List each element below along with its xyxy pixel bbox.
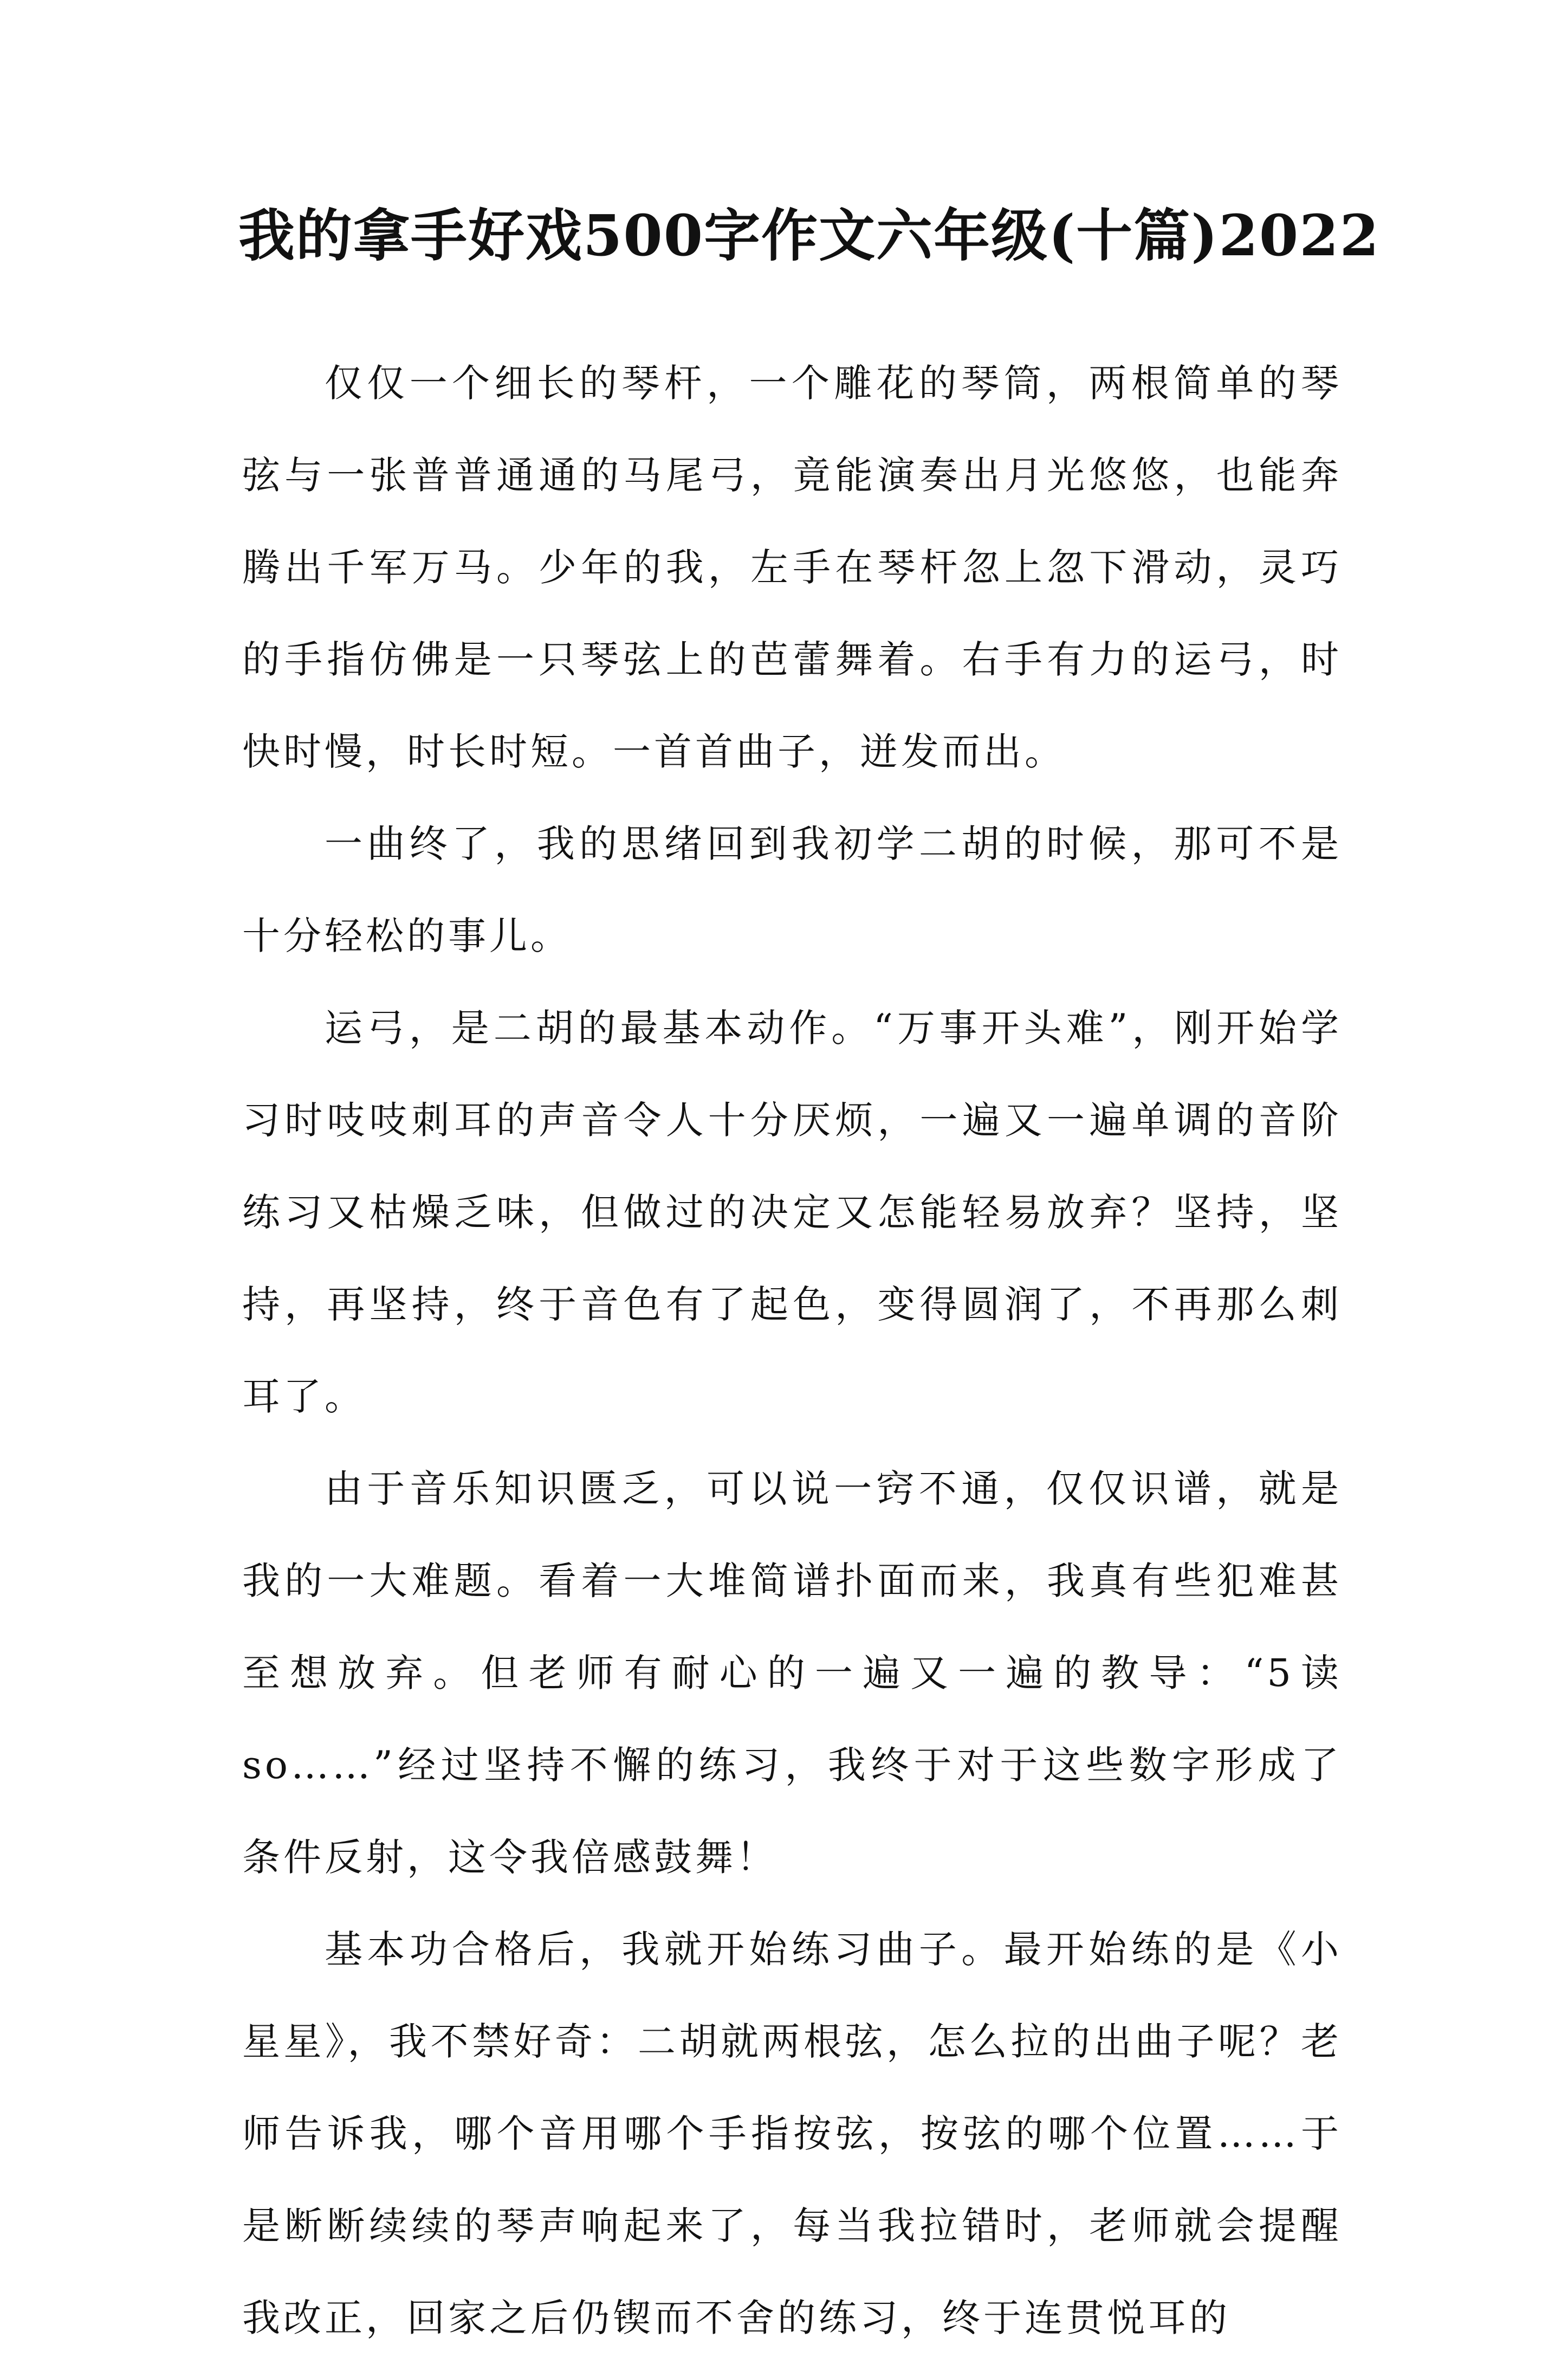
document-body — [242, 337, 1342, 2364]
paragraph: 一曲终了，我的思绪回到我初学二胡的时候，那可不是十分轻松的事儿。 — [242, 822, 1342, 958]
paragraph: 基本功合格后，我就开始练习曲子。最开始练的是《小星星》，我不禁好奇：二胡就两根弦，怎么拉的出曲子呢？老师告诉我，哪个音用哪个手指按弦，按弦的哪个位置……于是断断续续的琴声响起来了，每当我拉错时，老师就会提醒我改正，回家之后仍锲而不舍的练习，终于连贯悦耳的 — [242, 1927, 1342, 2340]
paragraph: 运弓，是二胡的最基本动作。“万事开头难”，刚开始学习时吱吱刺耳的声音令人十分厌烦，一遍又一遍单调的音阶练习又枯燥乏味，但做过的决定又怎能轻易放弃？坚持，坚持，再坚持，终于音色有了起色，变得圆润了，不再那么刺耳了。 — [242, 1006, 1342, 1419]
document-title: 我的拿手好戏500字作文六年级(十篇)2022 — [238, 202, 1380, 269]
paragraph: 由于音乐知识匮乏，可以说一窍不通，仅仅识谱，就是我的一大难题。看着一大堆简谱扑面而来，我真有些犯难甚至想放弃。但老师有耐心的一遍又一遍的教导：“5读so……”经过坚持不懈的练习，我终于对于这些数字形成了条件反射，这令我倍感鼓舞！ — [242, 1467, 1342, 1879]
paragraph: 仅仅一个细长的琴杆，一个雕花的琴筒，两根简单的琴弦与一张普普通通的马尾弓，竟能演奏出月光悠悠，也能奔腾出千军万马。少年的我，左手在琴杆忽上忽下滑动，灵巧的手指仿佛是一只琴弦上的芭蕾舞着。右手有力的运弓，时快时慢，时长时短。一首首曲子，迸发而出。 — [242, 361, 1342, 774]
